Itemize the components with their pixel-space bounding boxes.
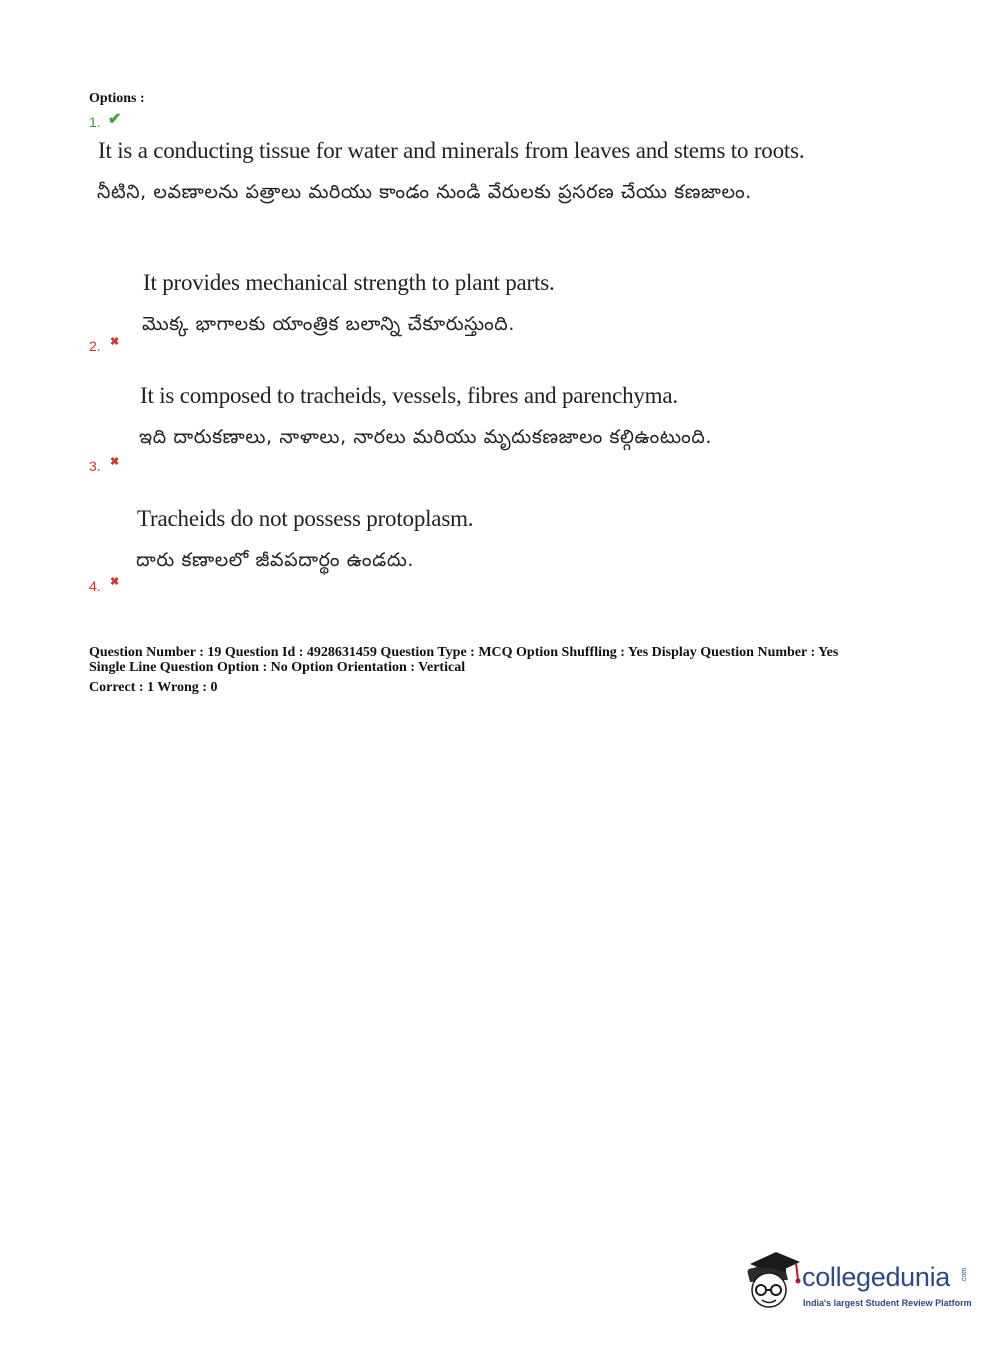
logo-wordmark: collegedunia bbox=[802, 1262, 951, 1292]
question-meta-line-2: Single Line Question Option : No Option Orientation : Vertical bbox=[89, 660, 466, 675]
logo-tagline: India's largest Student Review Platform bbox=[803, 1298, 972, 1308]
option-1-english-text: It is a conducting tissue for water and minerals from leaves and stems to roots. bbox=[98, 138, 805, 163]
options-label: Options : bbox=[89, 91, 145, 106]
check-icon: ✔ bbox=[108, 111, 122, 128]
option-2-telugu-text: మొక్క భాగాలకు యాంత్రిక బలాన్ని చేకూరుస్తుంది. bbox=[142, 313, 515, 335]
option-4-number: 4. bbox=[89, 578, 101, 594]
option-3-telugu-text: ఇది దారుకణాలు, నాళాలు, నారలు మరియు మృదుకణజాలం కల్గిఉంటుంది. bbox=[139, 426, 713, 448]
question-meta-line-1: Question Number : 19 Question Id : 4928631459 Question Type : MCQ Option Shuffling : Yes Display Question Number : Yes bbox=[89, 645, 839, 660]
option-1-telugu-text: నీటిని, లవణాలను పత్రాలు మరియు కాండం నుండి వేరులకు ప్రసరణ చేయు కణజాలం. bbox=[97, 181, 752, 203]
cross-icon: ✖ bbox=[110, 576, 120, 588]
option-4-english-text: Tracheids do not possess protoplasm. bbox=[137, 506, 474, 531]
mascot-icon bbox=[742, 1250, 802, 1314]
option-3-number: 3. bbox=[89, 458, 101, 474]
option-1-number: 1. bbox=[89, 114, 101, 130]
cross-icon: ✖ bbox=[110, 336, 120, 348]
option-2-english-text: It provides mechanical strength to plant parts. bbox=[143, 270, 555, 295]
collegedunia-logo bbox=[742, 1250, 972, 1314]
option-3-english-text: It is composed to tracheids, vessels, fibres and parenchyma. bbox=[140, 383, 678, 408]
cross-icon: ✖ bbox=[110, 456, 120, 468]
option-2-number: 2. bbox=[89, 338, 101, 354]
option-4-telugu-text: దారు కణాలలో జీవపదార్థం ఉండదు. bbox=[136, 549, 415, 571]
logo-com: .com bbox=[961, 1267, 969, 1284]
question-meta-marks: Correct : 1 Wrong : 0 bbox=[89, 680, 218, 695]
